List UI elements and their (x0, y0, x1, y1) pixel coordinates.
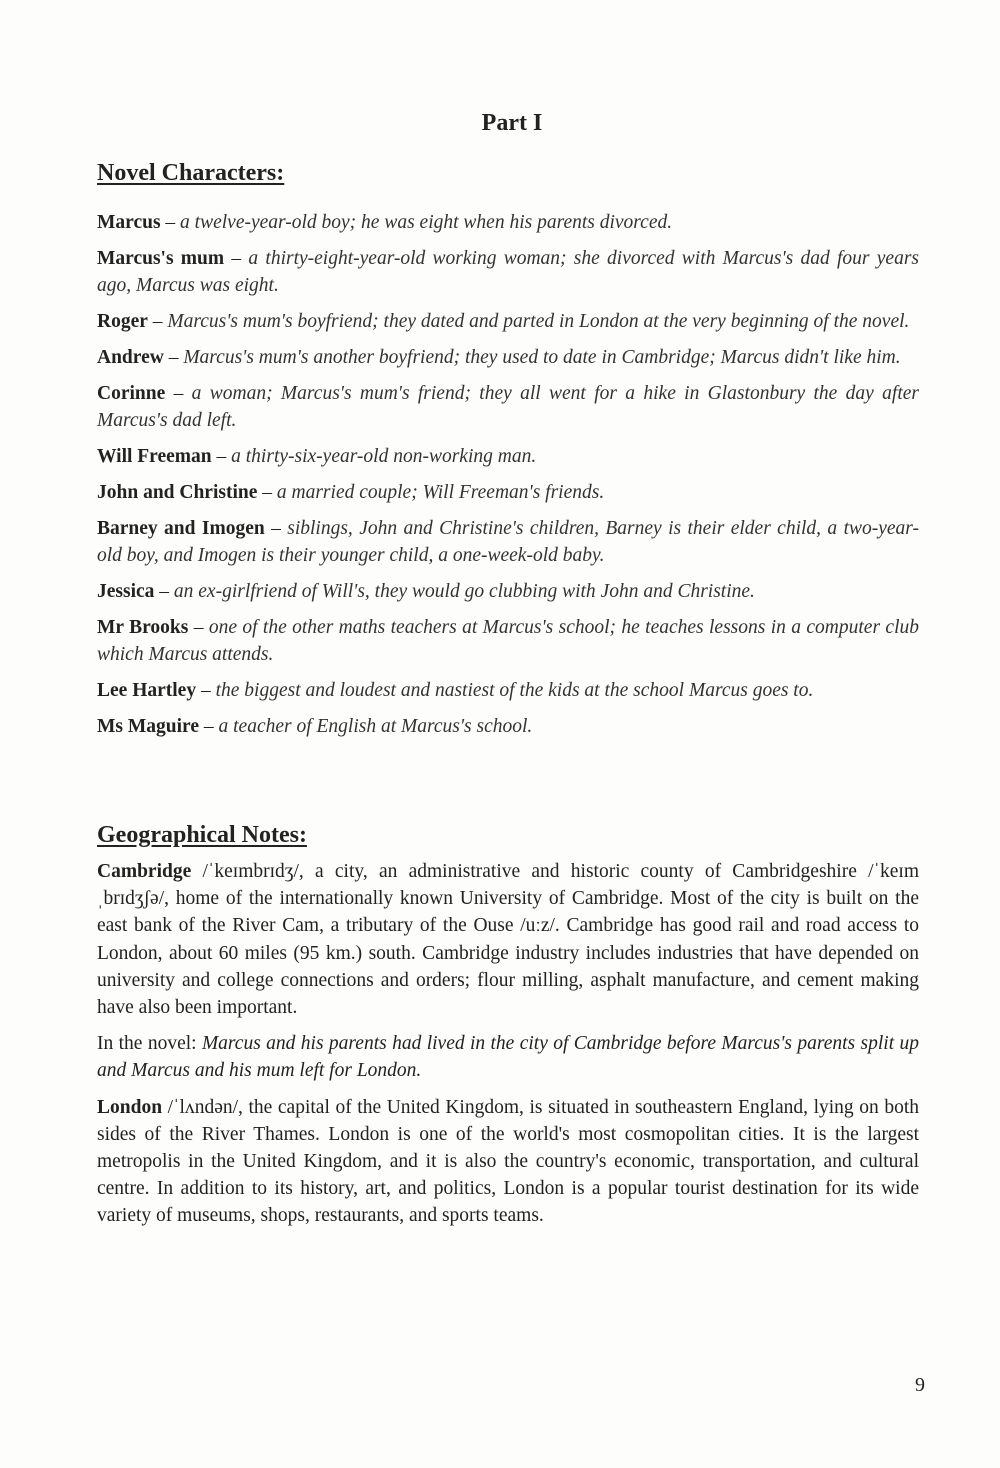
character-description: a teacher of English at Marcus's school. (218, 716, 533, 737)
character-description: a twelve-year-old boy; he was eight when his parents divorced. (180, 212, 673, 233)
character-name: John and Christine (97, 482, 258, 503)
character-description: a thirty-eight-year-old working woman; she divorced with Marcus's dad four years ago, Marcus was eight. (97, 248, 920, 296)
character-entry (97, 380, 919, 434)
character-description: one of the other maths teachers at Marcus's school; he teaches lessons in a computer club which Marcus attends. (97, 617, 920, 665)
character-description: Marcus's mum's boyfriend; they dated and parted in London at the very beginning of the novel. (167, 311, 910, 332)
london-note (97, 1094, 919, 1230)
separator: – (160, 212, 181, 233)
character-description: a thirty-six-year-old non-working man. (231, 446, 537, 467)
character-name: Jessica (97, 581, 155, 602)
page-number: 9 (915, 1374, 925, 1396)
character-description: an ex-girlfriend of Will's, they would go clubbing with John and Christine. (173, 581, 755, 602)
character-name: Ms Maguire (97, 716, 199, 737)
character-description: a woman; Marcus's mum's friend; they all went for a hike in Glastonbury the day after Marcus's dad left. (97, 383, 919, 431)
character-entry (97, 443, 919, 470)
novel-note-text: Marcus and his parents had lived in the city of Cambridge before Marcus's parents split up and Marcus and his mum left for London. (97, 1033, 919, 1082)
character-entry (97, 578, 919, 605)
place-description: /ˈkeɪmbrɪdʒ/, a city, an administrative and historic county of Cambridgeshire /ˈkeɪm ˌbrɪdʒʃə/, home of the internationally known University of Cambridge. Most of the city is built on the east bank of the River Cam, a tributary of the Ouse /uːz/. Cambridge has good rail and road access to London, about 60 miles (95 km.) south. Cambridge industry includes industries that have depended on university and college connections and orders; flour milling, asphalt manufacture, and cement making have also been important. (97, 861, 919, 1019)
separator: – (196, 680, 216, 701)
geographical-notes-heading: Geographical Notes: (97, 822, 307, 848)
character-entry (97, 308, 919, 335)
character-entry (97, 479, 919, 506)
separator: – (163, 347, 184, 368)
separator: – (199, 716, 219, 737)
separator: – (257, 482, 277, 503)
character-entry (97, 515, 919, 569)
character-entry (97, 677, 919, 704)
character-entry (97, 713, 919, 740)
character-entry (97, 344, 919, 371)
place-description: /ˈlʌndən/, the capital of the United Kingdom, is situated in southeastern England, lying on both sides of the River Thames. London is one of the world's most cosmopolitan cities. It is the largest metropolis in the United Kingdom, and it is also the country's economic, transportation, and cultural centre. In addition to its history, art, and politics, London is a popular tourist destination for its wide variety of museums, shops, restaurants, and sports teams. (97, 1096, 919, 1227)
novel-note (97, 1030, 919, 1084)
character-entry (97, 245, 919, 299)
character-name: Andrew (97, 347, 164, 368)
separator: – (211, 446, 232, 467)
place-name: Cambridge (97, 861, 192, 882)
part-title: Part I (481, 110, 543, 136)
character-description: the biggest and loudest and nastiest of the kids at the school Marcus goes to. (215, 680, 814, 701)
novel-note-lead: In the novel: (97, 1033, 202, 1055)
separator: – (154, 581, 174, 602)
separator: – (165, 383, 192, 404)
cambridge-note (97, 858, 919, 1021)
character-name: Lee Hartley (97, 680, 197, 701)
character-entry (97, 614, 919, 668)
separator: – (188, 617, 209, 638)
character-name: Corinne (97, 383, 166, 404)
character-name: Barney and Imogen (97, 518, 265, 539)
characters-list (97, 209, 919, 749)
separator: – (264, 518, 288, 539)
character-description: Marcus's mum's another boyfriend; they used to date in Cambridge; Marcus didn't like him. (183, 347, 901, 368)
character-name: Marcus (97, 212, 161, 233)
character-description: a married couple; Will Freeman's friends. (276, 482, 605, 503)
character-name: Mr Brooks (97, 617, 189, 638)
character-name: Roger (97, 311, 148, 332)
character-entry (97, 209, 919, 236)
character-name: Will Freeman (97, 446, 212, 467)
place-name: London (97, 1096, 163, 1118)
character-name: Marcus's mum (97, 248, 225, 269)
geographical-notes (97, 858, 919, 1239)
separator: – (147, 311, 168, 332)
character-description: siblings, John and Christine's children, Barney is their elder child, a two-year-old boy, and Imogen is their younger child, a one-week-old baby. (97, 518, 919, 566)
separator: – (224, 248, 249, 269)
characters-heading: Novel Characters: (97, 160, 285, 186)
